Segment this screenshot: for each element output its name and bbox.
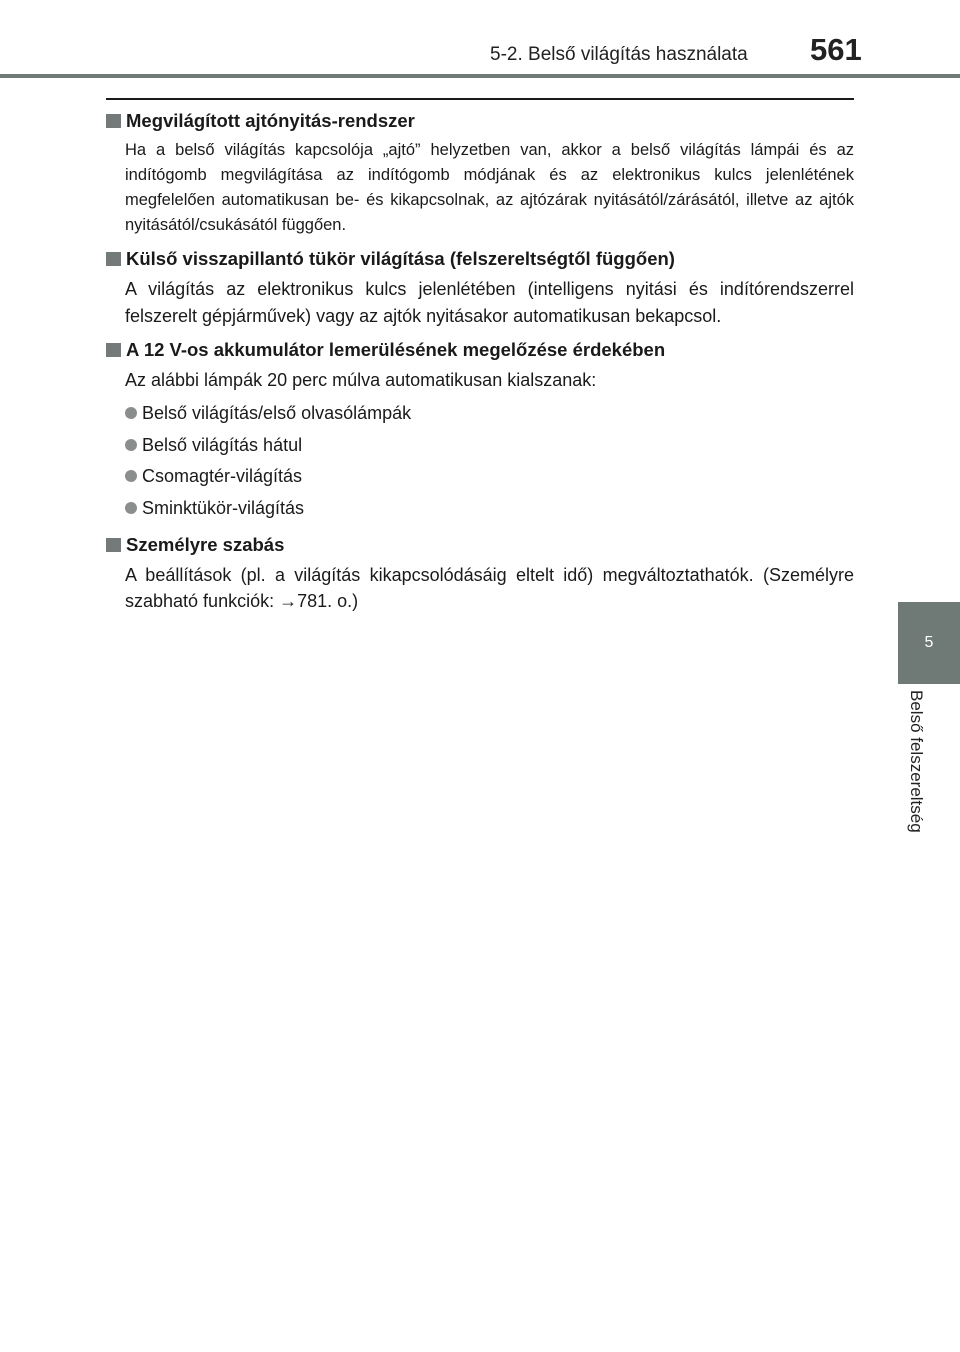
chapter-tab bbox=[898, 602, 960, 684]
list-item-text: Belső világítás/első olvasólámpák bbox=[142, 403, 412, 424]
section-illuminated-entry bbox=[106, 108, 854, 238]
list-item bbox=[125, 461, 854, 493]
content-top-divider bbox=[106, 98, 854, 100]
section-heading bbox=[106, 532, 854, 558]
list-item-text: Csomagtér-világítás bbox=[142, 466, 303, 487]
dot-icon bbox=[125, 439, 137, 451]
list-item-text: Sminktükör-világítás bbox=[142, 497, 305, 518]
dot-icon bbox=[125, 502, 137, 514]
dot-icon bbox=[125, 407, 137, 419]
lamp-list bbox=[125, 398, 854, 524]
page-content bbox=[106, 108, 854, 623]
square-icon bbox=[106, 538, 121, 552]
header-divider bbox=[0, 74, 960, 78]
list-item bbox=[125, 398, 854, 430]
section-body: A világítás az elektronikus kulcs jelenlétében (intelligens nyitási és indítórendszerrel felszerelt gépjárművek) vagy az ajtók nyitásakor automatikusan bekapcsol. bbox=[125, 279, 854, 326]
header-section-title: 5-2. Belső világítás használata bbox=[490, 44, 748, 65]
list-item-text: Belső világítás hátul bbox=[142, 434, 303, 455]
section-body: Az alábbi lámpák 20 perc múlva automatikusan kialszanak: bbox=[125, 370, 597, 390]
section-customization bbox=[106, 532, 854, 615]
dot-icon bbox=[125, 470, 137, 482]
chapter-label: Belső felszereltség bbox=[907, 690, 926, 833]
square-icon bbox=[106, 114, 121, 128]
list-item bbox=[125, 492, 854, 524]
section-body: A beállítások (pl. a világítás kikapcsolódásáig eltelt idő) megváltoztathatók. (Személyre szabható funkciók: →781. o.) bbox=[125, 564, 854, 611]
section-battery-saver bbox=[106, 337, 854, 524]
section-mirror-lights bbox=[106, 246, 854, 329]
section-heading bbox=[106, 108, 854, 134]
section-heading bbox=[106, 246, 854, 272]
section-heading-text: A 12 V-os akkumulátor lemerülésének megelőzése érdekében bbox=[126, 339, 666, 360]
chapter-number: 5 bbox=[924, 634, 934, 651]
square-icon bbox=[106, 343, 121, 357]
section-heading-text: Megvilágított ajtónyitás-rendszer bbox=[126, 110, 415, 131]
square-icon bbox=[106, 252, 121, 266]
section-heading bbox=[106, 337, 854, 363]
page-number: 561 bbox=[810, 32, 862, 67]
section-heading-text: Külső visszapillantó tükör világítása (felszereltségtől függően) bbox=[126, 248, 675, 269]
list-item bbox=[125, 429, 854, 461]
section-heading-text: Személyre szabás bbox=[126, 533, 285, 555]
section-body: Ha a belső világítás kapcsolója „ajtó” helyzetben van, akkor a belső világítás lámpái és az indítógomb megvilágítása az indítógomb módjának és az elektronikus kulcs jelenlétének megfelelően automatikusan be- és kikapcsolnak, az ajtózárak nyitásától/zárásától, illetve az ajtók nyitásától/csukásától függően. bbox=[125, 141, 854, 234]
